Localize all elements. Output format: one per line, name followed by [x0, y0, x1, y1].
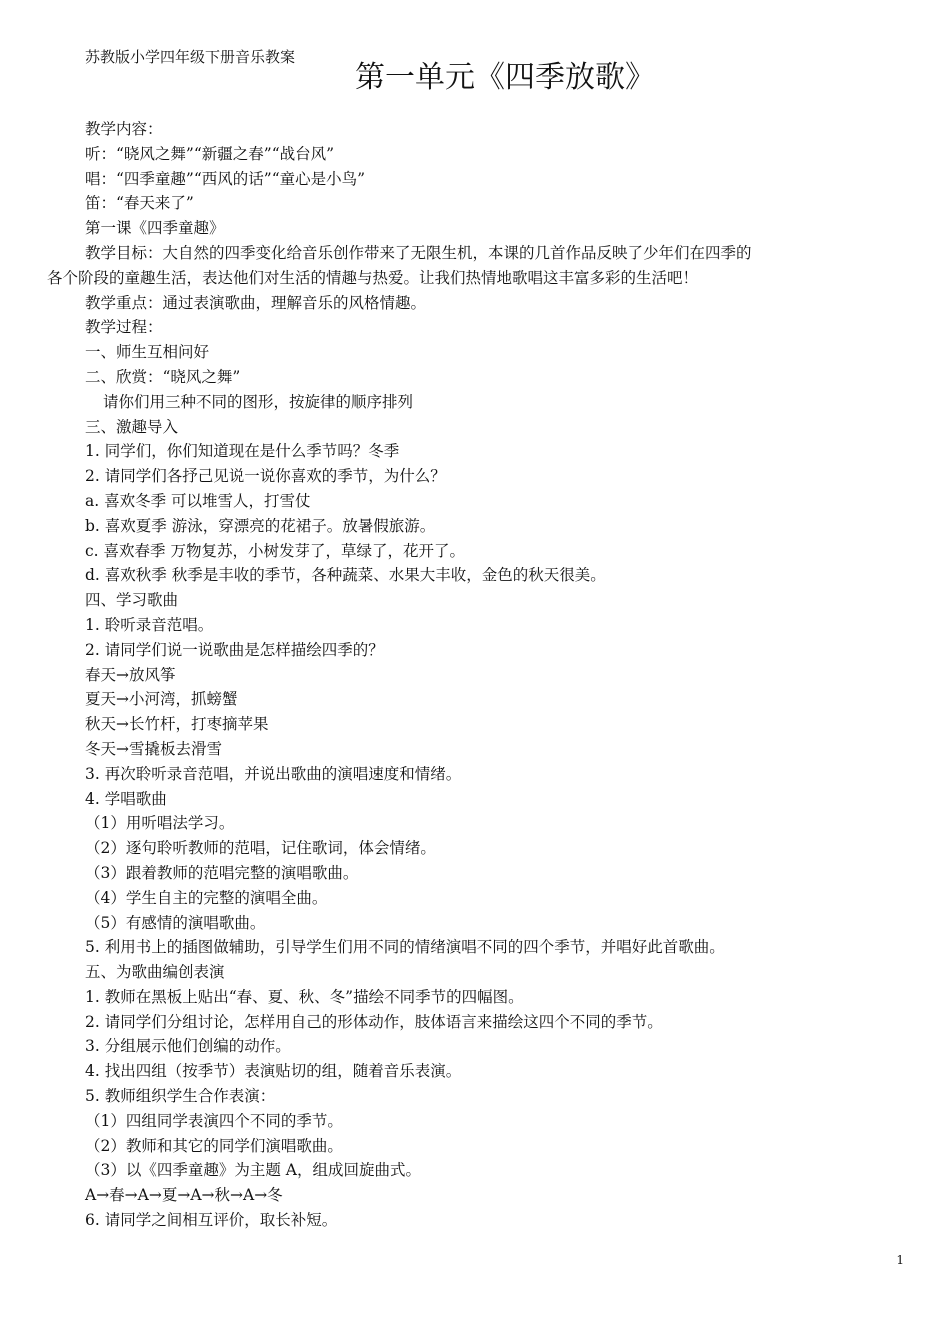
text-line: 二、欣赏：“晓风之舞”: [85, 367, 241, 386]
text-line: 四、学习歌曲: [85, 591, 179, 610]
text-line: 教学重点：通过表演歌曲，理解音乐的风格情趣。: [85, 293, 427, 312]
text-line: 各个阶段的童趣生活，表达他们对生活的情趣与热爱。让我们热情地歌唱这丰富多彩的生活吧！: [47, 268, 699, 287]
text-line: 1. 教师在黑板上贴出“春、夏、秋、冬”描绘不同季节的四幅图。: [85, 987, 524, 1006]
text-line: （4）学生自主的完整的演唱全曲。: [85, 888, 328, 907]
text-line: 教学目标：大自然的四季变化给音乐创作带来了无限生机，本课的几首作品反映了少年们在四季的: [85, 243, 752, 262]
text-line: 秋天→长竹杆，打枣摘苹果: [85, 715, 269, 734]
text-line: 5. 教师组织学生合作表演：: [85, 1087, 276, 1106]
page-title: 第一单元《四季放歌》: [355, 60, 655, 95]
text-line: b. 喜欢夏季 游泳，穿漂亮的花裙子。放暑假旅游。: [85, 516, 436, 535]
text-line: d. 喜欢秋季 秋季是丰收的季节，各种蔬菜、水果大丰收，金色的秋天很美。: [85, 566, 606, 585]
document-body: [47, 117, 915, 1233]
text-line: 听：“晓风之舞”“新疆之春”“战台风”: [85, 144, 335, 163]
text-line: 教学内容：: [85, 120, 163, 138]
text-line: 5. 利用书上的插图做辅助，引导学生们用不同的情绪演唱不同的四个季节，并唱好此首歌曲。: [85, 938, 725, 957]
text-line: （2）逐句聆听教师的范唱，记住歌词，体会情绪。: [85, 839, 436, 858]
text-line: 4. 学唱歌曲: [85, 789, 167, 808]
text-line: 笛：“春天来了”: [85, 194, 194, 213]
page-number: 1: [896, 1253, 904, 1267]
text-line: 2. 请同学们分组讨论，怎样用自己的形体动作，肢体语言来描绘这四个不同的季节。: [85, 1012, 663, 1031]
text-line: 冬天→雪撬板去滑雪: [85, 739, 222, 758]
text-line: 6. 请同学之间相互评价，取长补短。: [85, 1211, 338, 1230]
text-line: 3. 分组展示他们创编的动作。: [85, 1037, 291, 1056]
text-line: （1）四组同学表演四个不同的季节。: [85, 1111, 343, 1130]
text-line: 1. 同学们，你们知道现在是什么季节吗？冬季: [85, 442, 400, 461]
text-line: 教学过程：: [85, 318, 163, 337]
text-line: 4. 找出四组（按季节）表演贴切的组，随着音乐表演。: [85, 1062, 462, 1081]
text-line: 第一课《四季童趣》: [85, 219, 225, 238]
text-line: （2）教师和其它的同学们演唱歌曲。: [85, 1136, 343, 1155]
text-line: （3）跟着教师的范唱完整的演唱歌曲。: [85, 863, 359, 882]
text-line: 3. 再次聆听录音范唱，并说出歌曲的演唱速度和情绪。: [85, 764, 462, 783]
text-line: 春天→放风筝: [85, 665, 176, 684]
text-line: 夏天→小河湾，抓螃蟹: [85, 690, 238, 709]
text-line: 唱：“四季童趣”“西风的话”“童心是小鸟”: [85, 169, 366, 188]
text-line: 五、为歌曲编创表演: [85, 963, 225, 982]
text-line: 2. 请同学们说一说歌曲是怎样描绘四季的？: [85, 640, 384, 659]
header-note: 苏教版小学四年级下册音乐教案: [85, 48, 296, 66]
text-line: （5）有感情的演唱歌曲。: [85, 913, 266, 932]
text-line: c. 喜欢春季 万物复苏，小树发芽了，草绿了，花开了。: [85, 541, 465, 560]
text-line: （1）用听唱法学习。: [85, 814, 235, 833]
text-line: 请你们用三种不同的图形，按旋律的顺序排列: [103, 392, 414, 411]
text-line: 2. 请同学们各抒己见说一说你喜欢的季节，为什么？: [85, 467, 446, 486]
text-line: A→春→A→夏→A→秋→A→冬: [85, 1186, 283, 1205]
text-line: 一、师生互相问好: [85, 343, 210, 362]
text-line: （3）以《四季童趣》为主题 A，组成回旋曲式。: [85, 1161, 421, 1180]
text-line: a. 喜欢冬季 可以堆雪人，打雪仗: [85, 491, 311, 510]
text-line: 1. 聆听录音范唱。: [85, 615, 214, 634]
text-line: 三、激趣导入: [85, 417, 179, 436]
